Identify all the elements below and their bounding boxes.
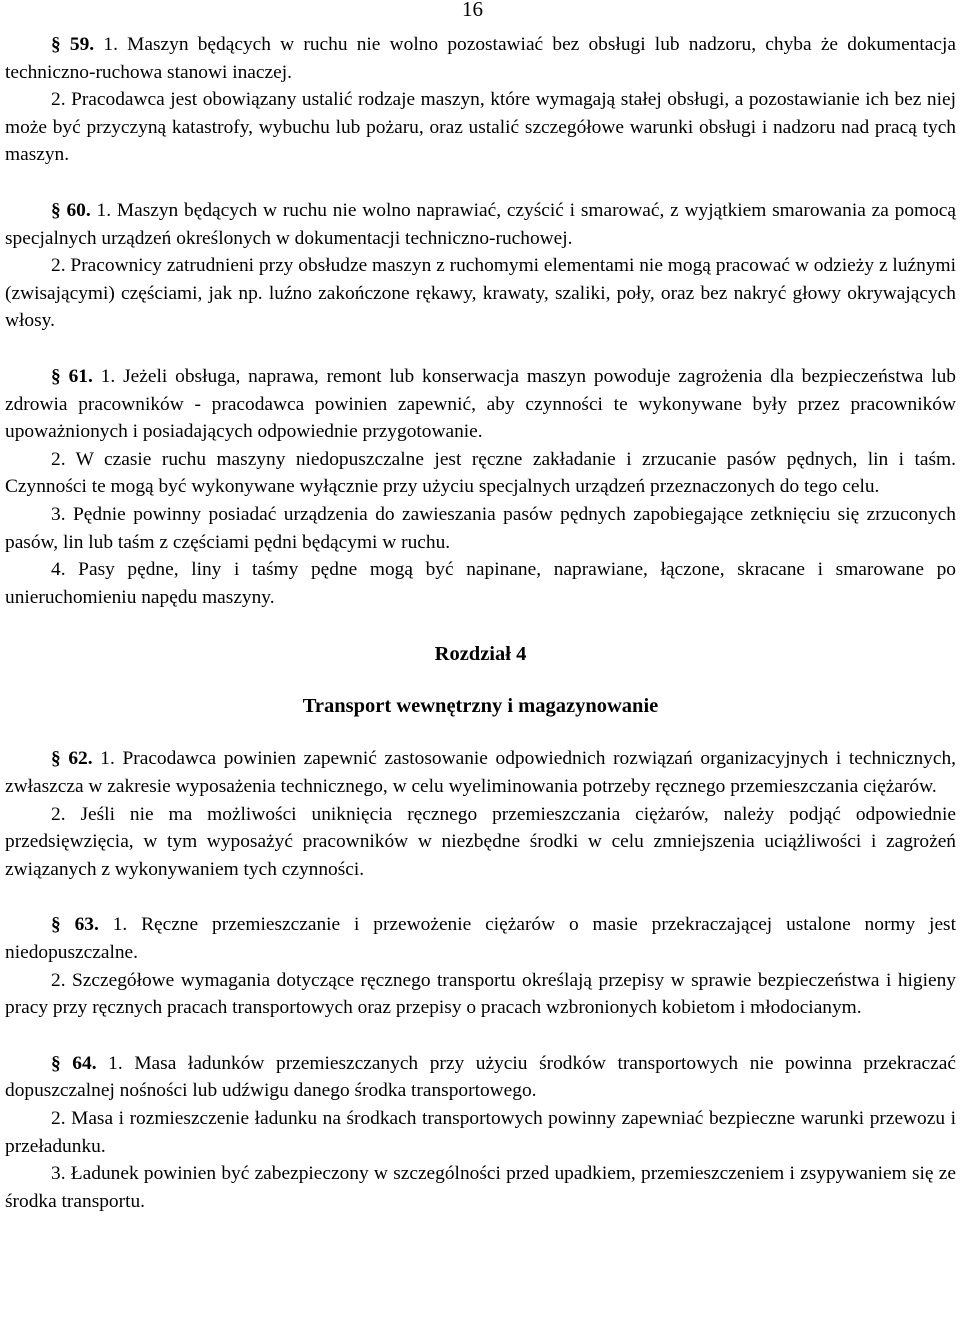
paragraph [5,1050,956,1105]
section-marker: § 61. [51,365,93,387]
paragraph-spacer [5,883,956,911]
paragraph-text: 2. W czasie ruchu maszyny niedopuszczalne jest ręczne zakładanie i zrzucanie pasów pędnych, lin i taśm. Czynności te mogą być wykonywane wyłącznie przy użyciu specjalnych urządzeń przeznaczonych do tego celu. [5,448,956,498]
paragraph [5,501,956,556]
section-marker: § 64. [51,1052,97,1074]
paragraph [5,363,956,446]
paragraph [5,911,956,966]
paragraph [5,197,956,252]
paragraph-text: 2. Pracodawca jest obowiązany ustalić rodzaje maszyn, które wymagają stałej obsługi, a pozostawianie ich bez niej może być przyczyną katastrofy, wybuchu lub pożaru, oraz ustalić szczegółowe warunki obsługi i nadzoru nad pracą tych maszyn. [5,89,956,166]
paragraph-text: 1. Pracodawca powinien zapewnić zastosowanie odpowiednich rozwiązań organizacyjnych i technicznych, zwłaszcza w zakresie wyposażenia technicznego, w celu wyeliminowania potrzeby ręcznego przemieszczania ciężarów. [5,748,957,798]
section-marker: § 62. [51,748,93,770]
paragraph [5,967,956,1022]
paragraph-text: 4. Pasy pędne, liny i taśmy pędne mogą być napinane, naprawiane, łączone, skracane i smarowane po unieruchomieniu napędu maszyny. [5,559,956,608]
paragraph [5,745,956,800]
chapter-title: Transport wewnętrzny i magazynowanie [302,694,659,717]
paragraph [5,446,956,501]
chapter-heading: Rozdział 4 [434,643,527,666]
paragraph-spacer [5,1022,956,1050]
paragraph-text: 2. Jeśli nie ma możliwości uniknięcia ręcznego przemieszczania ciężarów, należy podjąć odpowiednie przedsięwzięcia, w tym wyposażyć pracowników w niezbędne środki w celu zmniejszenia uciążliwości i zagrożeń związanych z wykonywaniem tych czynności. [5,803,956,880]
section-marker: § 63. [51,914,99,936]
paragraph-spacer [5,169,956,197]
page-number: 16 [462,0,483,21]
section-marker: § 60. [51,199,91,221]
document-page [5,0,956,1215]
paragraph-text: 3. Ładunek powinien być zabezpieczony w szczególności przed upadkiem, przemieszczeniem i zsypywaniem się ze środka transportu. [5,1163,956,1212]
paragraph [5,1160,956,1215]
paragraph-text: 1. Jeżeli obsługa, naprawa, remont lub konserwacja maszyn powoduje zagrożenia dla bezpieczeństwa lub zdrowia pracowników - pracodawca powinien zapewnić, aby czynności te wykonywane były przez pracowników upoważnionych i posiadających odpowiednie przygotowanie. [5,365,956,443]
paragraph [5,31,956,86]
paragraph [5,1105,956,1160]
paragraph-spacer [5,335,956,363]
paragraph [5,252,956,335]
paragraph [5,801,956,884]
paragraph-text: 2. Szczegółowe wymagania dotyczące ręcznego transportu określają przepisy w sprawie bezpieczeństwa i higieny pracy przy ręcznych pracach transportowych oraz przepisy o pracach wzbronionych kobietom i młodocianym. [5,969,956,1019]
paragraph-text: 1. Maszyn będących w ruchu nie wolno pozostawiać bez obsługi lub nadzoru, chyba że dokumentacja techniczno-ruchowa stanowi inaczej. [5,34,957,83]
paragraph-text: 1. Ręczne przemieszczanie i przewożenie ciężarów o masie przekraczającej ustalone normy jest niedopuszczalne. [5,914,956,964]
section-marker: § 59. [51,34,95,55]
paragraph-text: 1. Masa ładunków przemieszczanych przy użyciu środków transportowych nie powinna przekraczać dopuszczalnej nośności lub udźwigu danego środka transportowego. [5,1052,956,1102]
paragraph [5,556,956,611]
paragraph [5,86,956,169]
paragraph-text: 1. Maszyn będących w ruchu nie wolno naprawiać, czyścić i smarować, z wyjątkiem smarowania za pomocą specjalnych urządzeń określonych w dokumentacji techniczno-ruchowej. [5,199,957,249]
paragraph-text: 2. Pracownicy zatrudnieni przy obsłudze maszyn z ruchomymi elementami nie mogą pracować w odzieży z luźnymi (zwisającymi) częściami, jak np. luźno zakończone rękawy, krawaty, szaliki, poły, oraz bez nakryć głowy okrywających włosy. [5,255,956,332]
paragraph-text: 3. Pędnie powinny posiadać urządzenia do zawieszania pasów pędnych zapobiegające zetknięciu się zrzuconych pasów, lin lub taśm z częściami pędni będącymi w ruchu. [5,503,956,553]
paragraph-text: 2. Masa i rozmieszczenie ładunku na środkach transportowych powinny zapewniać bezpieczne warunki przewozu i przeładunku. [5,1108,956,1157]
